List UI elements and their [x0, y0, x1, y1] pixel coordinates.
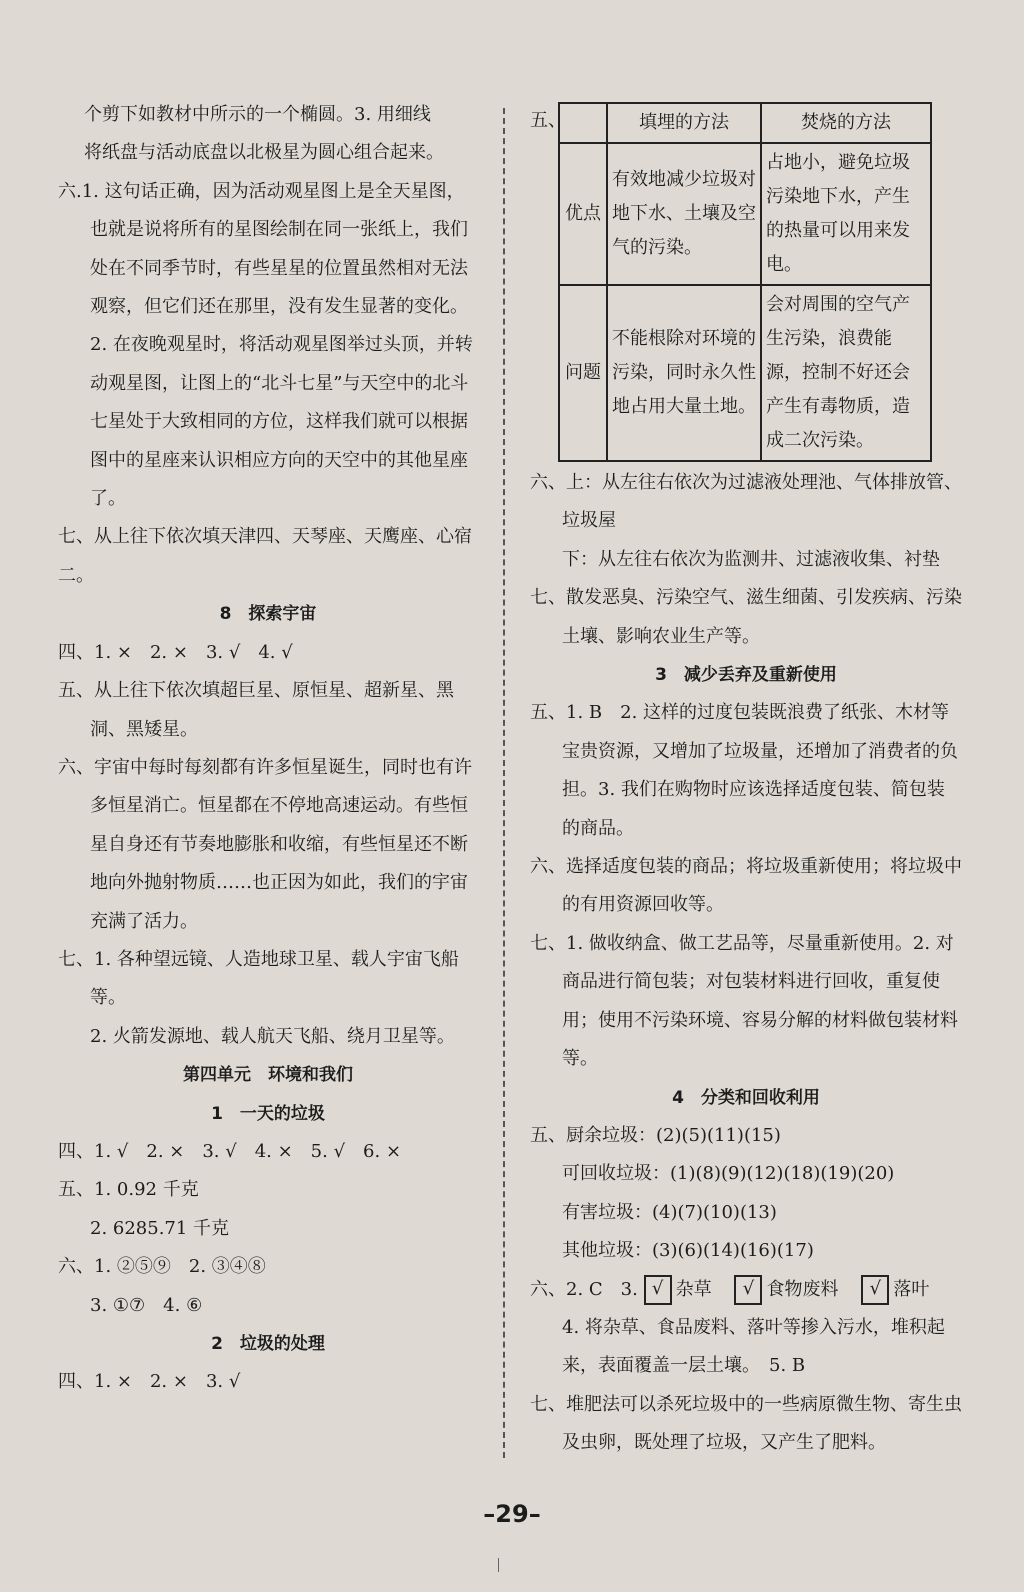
section-title-3: 3 减少丢弃及重新使用 [655, 665, 837, 686]
header-burn-method: 焚烧的方法 [761, 103, 931, 143]
answer-line: 3. ①⑦ 4. ⑥ [90, 1294, 203, 1316]
answer-line: 七、散发恶臭、污染空气、滋生细菌、引发疾病、污染土壤、影响农业生产等。 [530, 587, 962, 647]
binding-mark [498, 1558, 499, 1572]
answer-line: 2. 6285.71 千克 [90, 1217, 230, 1239]
check-box: √ [644, 1275, 672, 1305]
answer-line: 五、从上往下依次填超巨星、原恒星、超新星、黑洞、黑矮星。 [58, 680, 454, 740]
answer-line: 四、1. × 2. × 3. √ [58, 1371, 241, 1393]
page-number: –29– [483, 1500, 541, 1528]
answer-line: 可回收垃圾：(1)(8)(9)(12)(18)(19)(20) [562, 1163, 895, 1185]
answer-line: 五、1. B 2. 这样的过度包装既浪费了纸张、木材等宝贵资源，又增加了垃圾量，还增加了消费者的负担。3. 我们在购物时应该选择适度包装、简包装的商品。 [530, 702, 958, 839]
section-title-4: 4 分类和回收利用 [672, 1087, 820, 1108]
text-line: 将纸盘与活动底盘以北极星为圆心组合起来。 [84, 142, 444, 164]
unit-title: 第四单元 环境和我们 [183, 1065, 353, 1086]
table-corner [559, 103, 607, 143]
section-title-8: 8 探索宇宙 [219, 604, 317, 625]
left-column [58, 96, 478, 1402]
checkbox-answer-line [530, 1271, 962, 1309]
answer-line: 七、1. 做收纳盒、做工艺品等，尽量重新使用。2. 对商品进行简包装；对包装材料进行回收，重复使用；使用不污染环境、容易分解的材料做包装材料等。 [530, 932, 958, 1070]
section-title-2: 2 垃圾的处理 [211, 1334, 325, 1354]
check-item: 杂草 [675, 1278, 712, 1300]
answer-line: 五、1. 0.92 千克 [58, 1179, 199, 1201]
cell-fill-advantage: 有效地减少垃圾对地下水、土壤及空气的污染。 [607, 143, 761, 285]
check-box: √ [734, 1275, 762, 1305]
cell-fill-problem: 不能根除对环境的污染，同时永久性地占用大量土地。 [607, 285, 761, 461]
answer-line: 六、选择适度包装的商品；将垃圾重新使用；将垃圾中的有用资源回收等。 [530, 856, 962, 916]
answer-line: 五、厨余垃圾：(2)(5)(11)(15) [530, 1124, 781, 1146]
cell-burn-advantage: 占地小，避免垃圾污染地下水，产生的热量可以用来发电。 [761, 143, 931, 285]
column-divider [503, 108, 505, 1458]
comparison-table [558, 102, 932, 462]
answer-line: 六、1. ②⑤⑨ 2. ③④⑧ [58, 1256, 266, 1278]
answer-six-1: 六.1. 这句话正确，因为活动观星图上是全天星图，也就是说将所有的星图绘制在同一张纸上，我们处在不同季节时，有些星星的位置虽然相对无法观察，但它们还在那里，没有发生显著的变化。 [58, 180, 468, 318]
comparison-block [530, 102, 962, 462]
answer-line: 2. 火箭发源地、载人航天飞船、绕月卫星等。 [90, 1025, 455, 1047]
answer-line: 有害垃圾：(4)(7)(10)(13) [562, 1201, 777, 1223]
check-item: 食物废料 [766, 1278, 839, 1300]
answer-line: 六、宇宙中每时每刻都有许多恒星诞生，同时也有许多恒星消亡。恒星都在不停地高速运动。有些恒星自身还有节奏地膨胀和收缩，有些恒星还不断地向外抛射物质……也正因为如此，我们的宇宙充满了活力。 [58, 756, 472, 932]
row-label-problem: 问题 [559, 285, 607, 461]
table-row [559, 143, 931, 285]
answer-line: 六、上：从左往右依次为过滤液处理池、气体排放管、垃圾屋 [530, 472, 962, 532]
answer-seven: 七、从上往下依次填天津四、天琴座、天鹰座、心宿二。 [58, 526, 472, 586]
row-label-advantage: 优点 [559, 143, 607, 285]
cell-burn-problem: 会对周围的空气产生污染，浪费能源，控制不好还会产生有毒物质，造成二次污染。 [761, 285, 931, 461]
header-fill-method: 填埋的方法 [607, 103, 761, 143]
text-line: 个剪下如教材中所示的一个椭圆。3. 用细线 [84, 104, 431, 125]
section-title-1: 1 一天的垃圾 [211, 1103, 325, 1124]
table-label: 五、 [530, 110, 566, 131]
answer-line: 下：从左往右依次为监测井、过滤液收集、衬垫 [562, 548, 940, 570]
table-row [559, 285, 931, 461]
answer-line: 七、堆肥法可以杀死垃圾中的一些病原微生物、寄生虫及虫卵，既处理了垃圾，又产生了肥料。 [530, 1393, 962, 1454]
check-item: 落叶 [893, 1278, 930, 1300]
check-box: √ [861, 1275, 889, 1305]
right-column [530, 96, 962, 1463]
answer-line: 七、1. 各种望远镜、人造地球卫星、载人宇宙飞船等。 [58, 948, 459, 1009]
answer-line: 4. 将杂草、食品废料、落叶等掺入污水，堆积起来，表面覆盖一层土壤。 5. B [562, 1316, 945, 1377]
answer-six-2: 2. 在夜晚观星时，将活动观星图举过头顶，并转动观星图，让图上的“北斗七星”与天空中的北斗七星处于大致相同的方位，这样我们就可以根据图中的星座来认识相应方向的天空中的其他星座了。 [90, 334, 473, 510]
answer-line: 四、1. √ 2. × 3. √ 4. × 5. √ 6. × [58, 1140, 402, 1162]
table-row [559, 103, 931, 143]
answer-line: 四、1. × 2. × 3. √ 4. √ [58, 641, 293, 663]
answer-line: 其他垃圾：(3)(6)(14)(16)(17) [562, 1240, 814, 1262]
answer-prefix: 六、2. C 3. [530, 1278, 638, 1300]
